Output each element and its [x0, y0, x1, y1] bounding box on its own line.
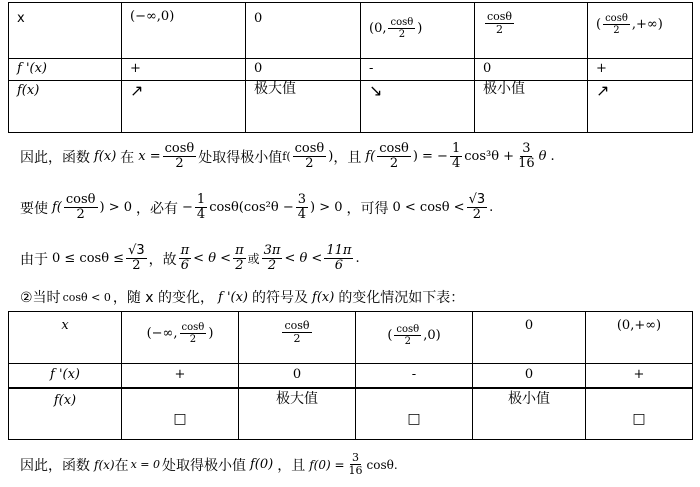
paragraph-1: 因此，函数 f(x) 在 x = $\frac{\cos\theta}{2}$ 处取得极小值 f( $\frac{\cos\theta}{2}$ ) ，且 f( $\frac{\cos\theta}{2}$ ) = − $\frac{1}{4}$ cos³θ + $\frac{3}{16}$ θ .: [20, 141, 555, 172]
table-row: [9, 312, 693, 364]
table-row: [9, 3, 693, 59]
table-row: [9, 81, 693, 133]
arrow-up-icon: ↗: [588, 81, 693, 133]
header-interval-3: (0,+∞): [586, 312, 693, 364]
row-label-f: f(x): [9, 388, 122, 440]
cell: +: [586, 364, 693, 388]
fraction: $\frac{\cos\theta}{2}$: [379, 141, 409, 172]
row-label-fprime: f '(x): [9, 59, 122, 81]
fraction: $\frac{\cos\theta}{2}$: [164, 141, 195, 172]
header-critical: [239, 312, 356, 364]
paragraph-5: 因此，函数 f(x) 在 x = 0 处取得极小值 f(0) ，且 f(0) = $\frac{3}{16}$ cosθ.: [20, 451, 398, 478]
variation-table-2: [8, 311, 693, 440]
fraction: $\frac{\cos\theta}{2}$: [487, 10, 513, 37]
fraction: $\frac{√3}{2}$: [128, 243, 145, 274]
cell: -: [361, 59, 475, 81]
table-row: [9, 364, 693, 388]
header-interval-3: ( $\frac{\cos\theta}{2}$ ,+∞): [588, 3, 693, 59]
cell: 0: [246, 59, 361, 81]
cell: -: [356, 364, 473, 388]
header-interval-2: ( $\frac{\cos\theta}{2}$ ,0): [356, 312, 473, 364]
row-label-f: f(x): [9, 81, 122, 133]
cell: 极大值: [246, 81, 361, 133]
fraction: $\frac{3}{4}$: [297, 192, 306, 223]
variation-table-1: [8, 2, 693, 133]
placeholder-box-icon: □: [356, 388, 473, 440]
fraction: $\frac{\pi}{2}$: [235, 243, 244, 274]
header-zero: 0: [246, 3, 361, 59]
paragraph-2: 要使 f( $\frac{\cos\theta}{2}$ ) > 0 ，必有 − $\frac{1}{4}$ cosθ(cos²θ − $\frac{3}{4}$ ) > 0 ，可得 0 < cosθ < $\frac{√3}{2}$ .: [20, 192, 494, 223]
cell: 0: [239, 364, 356, 388]
cell: +: [122, 364, 239, 388]
header-x: x: [9, 312, 122, 364]
header-interval-1: (−∞, $\frac{\cos\theta}{2}$ ): [122, 312, 239, 364]
fraction: $\frac{3}{16}$: [518, 141, 535, 172]
header-critical: [475, 3, 588, 59]
cell: 极大值: [239, 388, 356, 440]
paragraph-4: ②当时 cosθ < 0 ，随 x 的变化， f '(x) 的符号及 f(x) 的变化情况如下表：: [20, 289, 465, 306]
fraction: $\frac{11\pi}{6}$: [326, 243, 352, 274]
arrow-down-icon: ↘: [361, 81, 475, 133]
fraction: $\frac{\cos\theta}{2}$: [396, 324, 420, 347]
header-zero: 0: [473, 312, 586, 364]
header-x: x: [9, 3, 122, 59]
cell: 0: [473, 364, 586, 388]
fraction: $\frac{\pi}{6}$: [180, 243, 190, 274]
fraction: $\frac{\cos\theta}{2}$: [65, 192, 96, 223]
placeholder-box-icon: □: [122, 388, 239, 440]
cell: +: [588, 59, 693, 81]
table-row: [9, 59, 693, 81]
fraction: $\frac{\cos\theta}{2}$: [605, 13, 628, 36]
placeholder-box-icon: □: [586, 388, 693, 440]
header-interval-1: (−∞,0): [122, 3, 246, 59]
cell: +: [122, 59, 246, 81]
fraction: $\frac{1}{4}$: [451, 141, 461, 172]
table-row: [9, 388, 693, 440]
fraction: $\frac{\cos\theta}{2}$: [181, 322, 205, 345]
fraction: $\frac{\cos\theta}{2}$: [294, 141, 325, 172]
fraction: $\frac{1}{4}$: [196, 192, 206, 223]
arrow-up-icon: ↗: [122, 81, 246, 133]
cell: 0: [475, 59, 588, 81]
fraction: $\frac{3}{16}$: [348, 451, 363, 478]
cell: 极小值: [473, 388, 586, 440]
cell: 极小值: [475, 81, 588, 133]
paragraph-3: 由于 0 ≤ cosθ ≤ $\frac{√3}{2}$ ，故 $\frac{\pi}{6}$ < θ < $\frac{\pi}{2}$ 或 $\frac{3\pi}{2}$ < θ < $\frac{11\pi}{6}$ .: [20, 243, 360, 274]
fraction: $\frac{√3}{2}$: [468, 192, 486, 223]
fraction: $\frac{\cos\theta}{2}$: [284, 319, 310, 346]
fraction: $\frac{\cos\theta}{2}$: [390, 17, 414, 40]
fraction: $\frac{3\pi}{2}$: [263, 243, 281, 274]
row-label-fprime: f '(x): [9, 364, 122, 388]
header-interval-2: (0, $\frac{\cos\theta}{2}$ ): [361, 3, 475, 59]
